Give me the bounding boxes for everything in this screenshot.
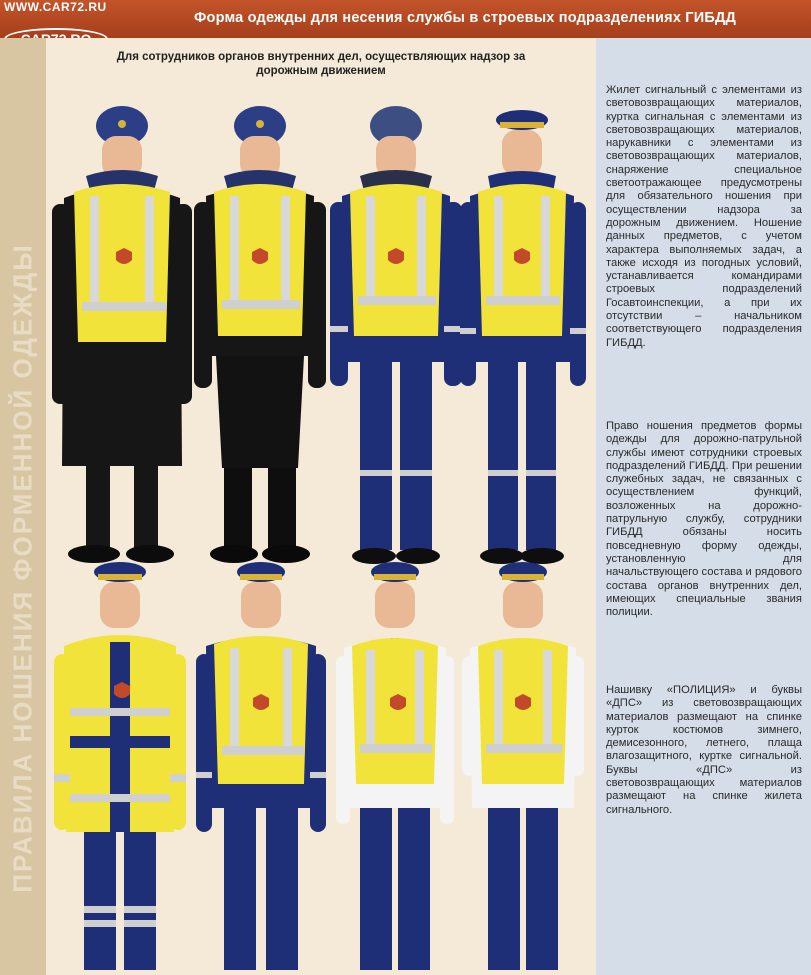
side-title: ПРАВИЛА НОШЕНИЯ ФОРМЕННОЙ ОДЕЖДЫ <box>7 243 38 893</box>
regulation-paragraph-2: Право ношения предметов формы одежды для дорожно-патрульной службы имеют сотрудники строевых подразделений ГИБДД. При решении служебных задач, не связанных с осуществлением функций, возложенных на дорожно-патрульную службу, сотрудники ГИБДД обязаны носить повседневную форму одежды, установленную для начальствующего состава и рядового состава органов внутренних дел, имеющих специальные звания полиции. <box>606 420 802 619</box>
figure-winter-jacket-officer <box>194 106 326 586</box>
figure-navy-cap-officer <box>460 106 586 586</box>
figure-demi-season-navy-officer <box>330 106 462 586</box>
uniform-illustrations <box>46 38 596 975</box>
page-header <box>0 0 811 38</box>
illustrations-subtitle: Для сотрудников органов внутренних дел, осуществляющих надзор за дорожным движением <box>116 51 526 77</box>
page-title: Форма одежды для несения службы в строевых подразделениях ГИБДД <box>193 10 737 26</box>
figure-white-shirt-officer <box>462 558 584 975</box>
watermark-url: WWW.CAR72.RU <box>4 0 107 14</box>
regulation-paragraph-3: Нашивку «ПОЛИЦИЯ» и буквы «ДПС» из световозвращающих материалов размещают на спинке курток костюмов зимнего, демисезонного, летнего, плаща влагозащитного, куртке сигнальной. Буквы «ДПС» из световозвращающих материалов размещают на спинке жилета сигнального. <box>606 684 802 816</box>
regulation-paragraph-1: Жилет сигнальный с элементами из световозвращающих материалов, куртка сигнальная с элементами из световозвращающих материалов, нарукавники с элементами из световозвращающих материалов, снаряжение специальное светоотражающее предусмотрены для обязательного ношения при осуществлении надзора за дорожным движением. Ношение данных предметов, с учетом характера выполняемых задач, а также исходя из погодных условий, устанавливается командирами строевых подразделений Госавтоинспекции, а при их отсутствии – начальником соответствующего подразделения ГИБДД. <box>606 84 802 349</box>
figure-navy-suit-vest-officer <box>196 558 326 975</box>
figure-winter-coat-officer <box>52 106 192 586</box>
regulations-text-panel <box>596 38 811 975</box>
figure-white-shirt-tie-officer <box>336 558 454 975</box>
figure-signal-jacket-officer <box>54 558 186 975</box>
side-title-stripe <box>0 38 46 975</box>
